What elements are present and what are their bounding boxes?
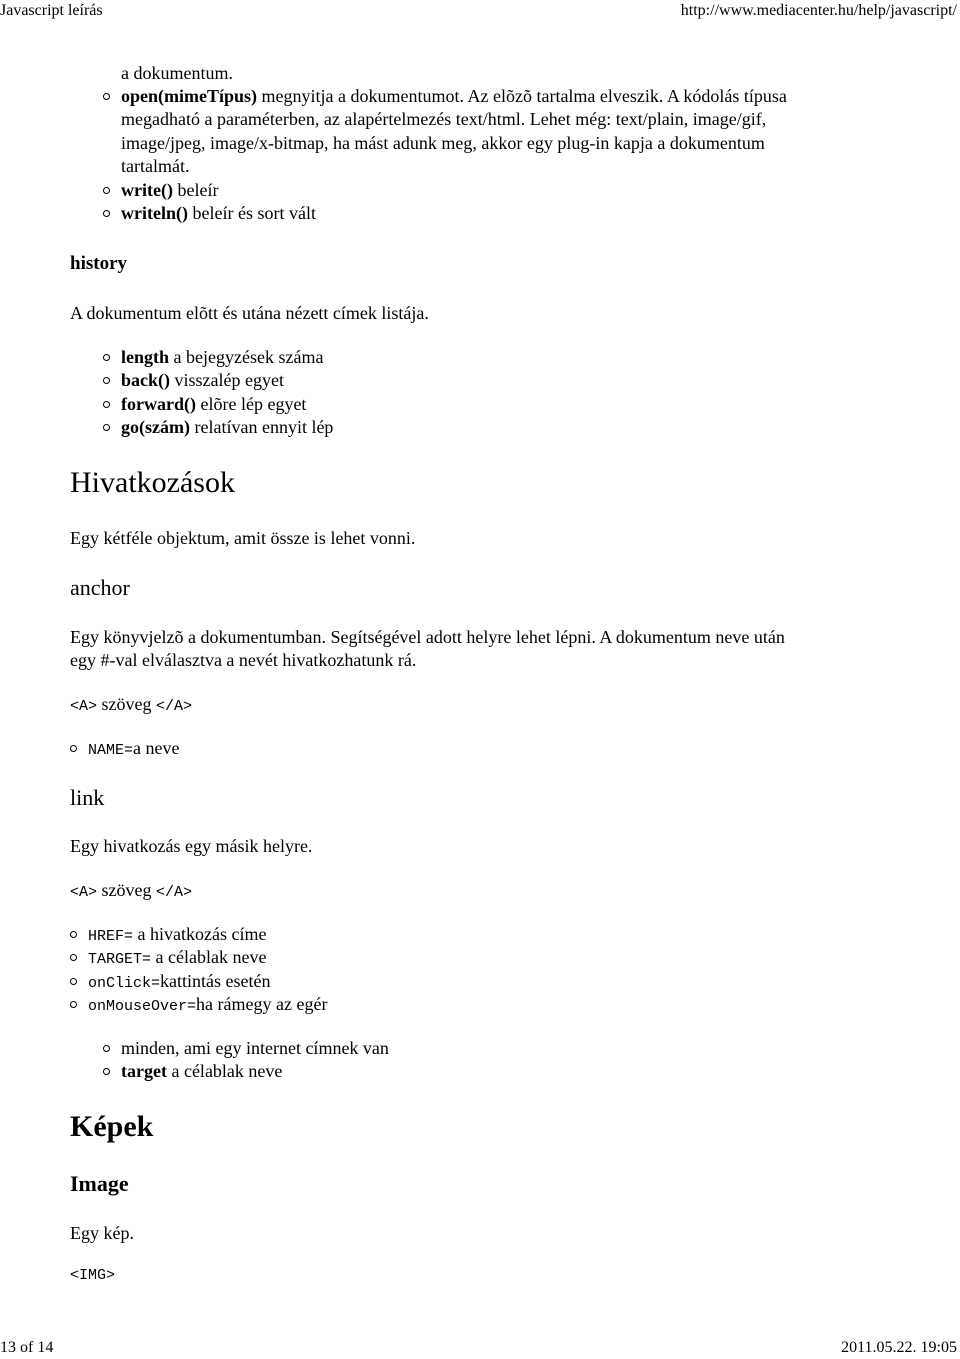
open-method-desc-line3: image/jpeg, image/x-bitmap, ha mást adunk meg, akkor egy plug-in kapja a dokumentum [121, 133, 765, 153]
link-attr-target [88, 946, 266, 971]
open-method-desc: megnyitja a dokumentumot. Az elõzõ tartalma elveszik. A kódolás típusa [257, 86, 787, 106]
history-item-name: forward() [121, 394, 196, 414]
prop-desc: a célablak neve [166, 1061, 283, 1081]
link-tag-example [70, 879, 192, 904]
open-method-name: open(mimeTípus) [121, 86, 258, 106]
attr-code: NAME= [88, 742, 134, 759]
image-description: Egy kép. [70, 1223, 134, 1243]
continuation-text: a dokumentum. [121, 63, 233, 83]
link-description: Egy hivatkozás egy másik helyre. [70, 836, 313, 856]
image-heading: Image [70, 1171, 129, 1196]
bullet-icon [103, 354, 110, 361]
history-item-back [121, 369, 284, 391]
header-title: Javascript leírás [0, 2, 103, 19]
footer-datetime: 2011.05.22. 19:05 [841, 1339, 957, 1356]
link-heading: link [70, 785, 105, 810]
history-item-desc: a bejegyzések száma [169, 347, 324, 367]
bullet-icon [103, 187, 110, 194]
open-method-desc-line2: megadható a paraméterben, az alapértelmezés text/html. Lehet még: text/plain, image/gif, [121, 109, 767, 129]
attr-desc: a célablak neve [151, 947, 267, 967]
anchor-description-line2: egy #-val elválasztva a nevét hivatkozhatunk rá. [70, 650, 417, 670]
attr-desc: kattintás esetén [160, 971, 271, 991]
kepek-heading: Képek [70, 1110, 154, 1143]
link-prop-location: minden, ami egy internet címnek van [121, 1038, 389, 1058]
history-description: A dokumentum elõtt és utána nézett címek listája. [70, 303, 429, 323]
bullet-icon [103, 210, 110, 217]
bullet-icon [70, 745, 77, 752]
writeln-method-name: writeln() [121, 203, 188, 223]
history-item-length [121, 346, 323, 368]
bullet-icon [70, 978, 77, 985]
write-method-name: write() [121, 180, 173, 200]
anchor-heading: anchor [70, 575, 130, 600]
attr-code: onClick= [88, 975, 161, 992]
history-item-desc: visszalép egyet [170, 370, 284, 390]
footer-page-number: 13 of 14 [0, 1339, 54, 1356]
attr-code: HREF= [88, 928, 134, 945]
bullet-icon [103, 1045, 110, 1052]
history-item-forward [121, 393, 306, 415]
attr-code: onMouseOver= [88, 998, 197, 1015]
attr-desc: a hivatkozás címe [133, 924, 267, 944]
history-item-desc: elõre lép egyet [195, 394, 307, 414]
attr-desc: a neve [133, 738, 180, 758]
link-attr-href [88, 923, 266, 948]
bullet-icon [103, 93, 110, 100]
hivatkozasok-heading: Hivatkozások [70, 466, 235, 499]
link-attr-onmouseover [88, 993, 327, 1018]
write-method-desc: beleír [172, 180, 219, 200]
tag-open-code: <A> [70, 884, 98, 901]
tag-open-code: <A> [70, 698, 98, 715]
bullet-icon [103, 1068, 110, 1075]
history-item-desc: relatívan ennyit lép [189, 417, 334, 437]
link-attr-onclick [88, 970, 270, 995]
bullet-icon [103, 377, 110, 384]
history-item-name: length [121, 347, 170, 367]
hivatkozasok-description: Egy kétféle objektum, amit össze is lehet vonni. [70, 528, 416, 548]
attr-code: TARGET= [88, 951, 152, 968]
link-prop-target [121, 1060, 282, 1082]
bullet-icon [103, 401, 110, 408]
open-method-item [121, 85, 787, 107]
history-heading: history [70, 253, 127, 274]
history-item-name: back() [121, 370, 170, 390]
header-url: http://www.mediacenter.hu/help/javascript/ [680, 2, 957, 19]
writeln-method-item [121, 202, 316, 224]
tag-close-code: </A> [156, 698, 193, 715]
history-item-go [121, 416, 333, 438]
history-item-name: go(szám) [121, 417, 190, 437]
bullet-icon [70, 931, 77, 938]
tag-close-code: </A> [156, 884, 193, 901]
open-method-desc-line4: tartalmát. [121, 156, 190, 176]
write-method-item [121, 179, 218, 201]
bullet-icon [70, 954, 77, 961]
tag-text: szöveg [97, 694, 156, 714]
bullet-icon [70, 1001, 77, 1008]
tag-text: szöveg [97, 880, 156, 900]
prop-name: target [121, 1061, 167, 1081]
anchor-tag-example [70, 693, 192, 718]
attr-desc: ha rámegy az egér [196, 994, 328, 1014]
image-tag-code: <IMG> [70, 1267, 116, 1284]
anchor-attr-name [88, 737, 179, 762]
anchor-description-line1: Egy könyvjelzõ a dokumentumban. Segítségével adott helyre lehet lépni. A dokumentum neve után [70, 627, 785, 647]
writeln-method-desc: beleír és sort vált [187, 203, 316, 223]
bullet-icon [103, 424, 110, 431]
